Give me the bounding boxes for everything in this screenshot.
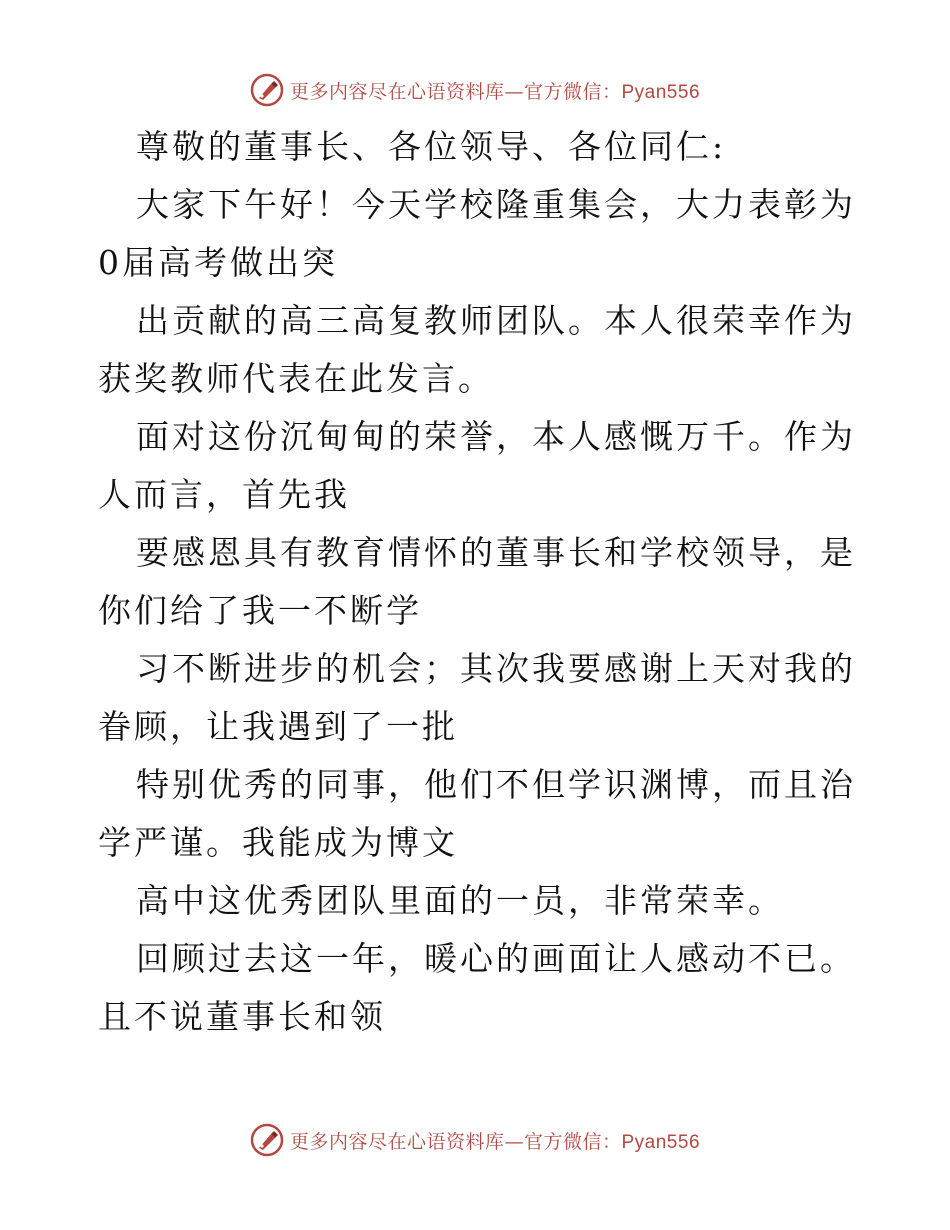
paragraph: 高中这优秀团队里面的一员，非常荣幸。 xyxy=(136,881,784,920)
pen-nib-logo-icon xyxy=(250,73,284,107)
header-watermark xyxy=(0,70,950,110)
watermark-text: 更多内容尽在心语资料库—官方微信：Pyan556 xyxy=(289,1130,701,1153)
paragraph: 面对这份沉甸甸的荣誉，本人感慨万千。作为人而言，首先我 xyxy=(98,417,856,514)
footer-watermark xyxy=(0,1120,950,1160)
watermark-text: 更多内容尽在心语资料库—官方微信：Pyan556 xyxy=(289,80,701,103)
paragraph: 要感恩具有教育情怀的董事长和学校领导，是你们给了我一不断学 xyxy=(98,533,856,630)
speech-body xyxy=(98,118,858,1046)
paragraph: 回顾过去这一年，暖心的画面让人感动不已。且不说董事长和领 xyxy=(98,939,856,1036)
pen-nib-logo-icon xyxy=(250,1123,284,1157)
paragraph: 尊敬的董事长、各位领导、各位同仁: xyxy=(136,127,727,166)
paragraph: 出贡献的高三高复教师团队。本人很荣幸作为获奖教师代表在此发言。 xyxy=(98,301,856,398)
paragraph: 习不断进步的机会；其次我要感谢上天对我的眷顾，让我遇到了一批 xyxy=(98,649,856,746)
paragraph: 大家下午好！今天学校隆重集会，大力表彰为 0届高考做出突 xyxy=(98,185,856,282)
paragraph: 特别优秀的同事，他们不但学识渊博，而且治学严谨。我能成为博文 xyxy=(98,765,856,862)
